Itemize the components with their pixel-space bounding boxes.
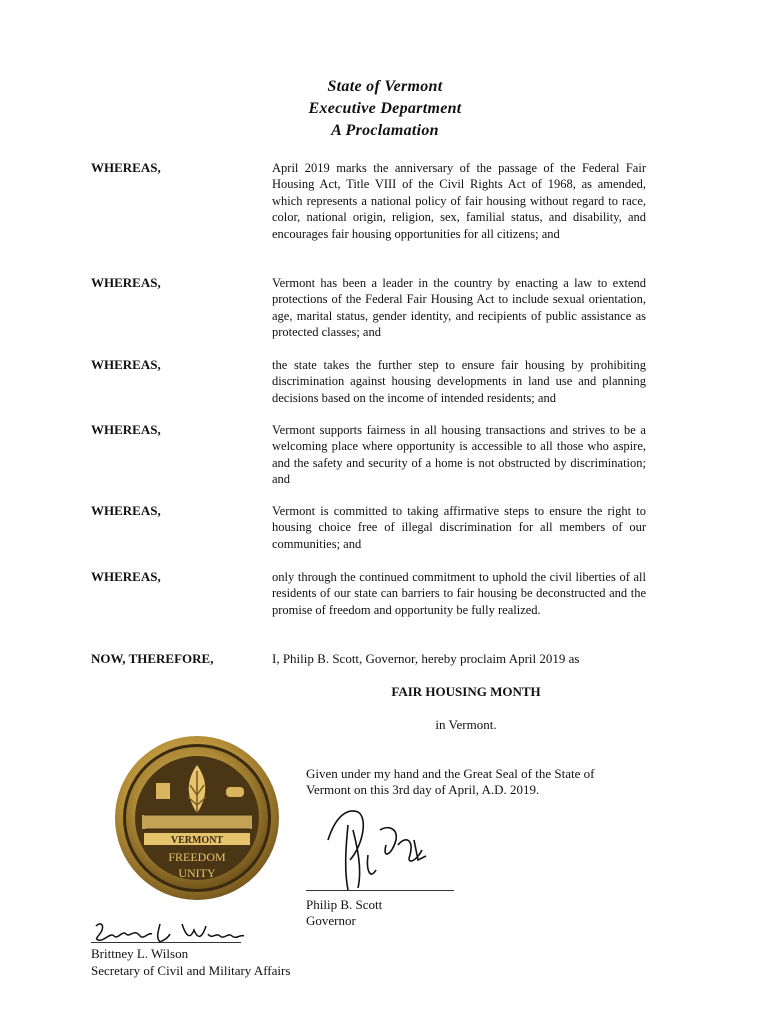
secretary-signature-line — [91, 942, 241, 943]
clause-text: April 2019 marks the anniversary of the passage of the Federal Fair Housing Act, Title VIII of the Civil Rights Act of 1968, as amended, which represents a national policy of fair housing without regard to race, color, national origin, religion, sex, familial status, and disability, and encourages fair housing opportunities for all citizens; and — [272, 161, 646, 241]
given-text: Given under my hand and the Great Seal of the State of Vermont on this 3rd day of April, A.D. 2019. — [306, 766, 595, 797]
clause-text: only through the continued commitment to uphold the civil liberties of all residents of our state can barriers to fair housing be deconstructed and the promise of freedom and opportunity be fully realized. — [272, 570, 646, 617]
clause-label: WHEREAS, — [91, 275, 161, 290]
governor-name: Philip B. Scott — [306, 897, 383, 912]
governor-title: Governor — [306, 913, 356, 928]
clause-text: Vermont supports fairness in all housing transactions and strives to be a welcoming place where opportunity is accessible to all those who aspire, and the safety and security of a home is not obstructed by discrimination; and — [272, 423, 646, 487]
header-department: Executive Department — [308, 100, 462, 117]
clause-text: Vermont is committed to taking affirmative steps to ensure the right to housing choice free of illegal discrimination for all members of our communities; and — [272, 504, 646, 551]
clause-label: WHEREAS, — [91, 503, 161, 518]
header-proclamation: A Proclamation — [331, 122, 439, 139]
great-seal-icon — [114, 735, 280, 901]
proclamation-subtitle: in Vermont. — [435, 717, 497, 732]
therefore-label: NOW, THEREFORE, — [91, 651, 214, 666]
clause-label: WHEREAS, — [91, 357, 161, 372]
secretary-signature-icon — [90, 918, 250, 948]
therefore-text: I, Philip B. Scott, Governor, hereby proclaim April 2019 as — [272, 651, 580, 666]
clause-text: Vermont has been a leader in the country by enacting a law to extend protections of the Federal Fair Housing Act to include sexual orientation, age, marital status, gender identity, and recipients of public assistance as protected classes; and — [272, 276, 646, 340]
proclamation-title: FAIR HOUSING MONTH — [391, 684, 541, 699]
clause-label: WHEREAS, — [91, 160, 161, 175]
header-state: State of Vermont — [327, 78, 443, 95]
seal-motto-1: FREEDOM — [168, 850, 226, 864]
seal-top-text: VERMONT — [170, 835, 224, 846]
clause-text: the state takes the further step to ensure fair housing by prohibiting discrimination against housing developments in land use and planning decisions based on the income of intended residents; and — [272, 358, 646, 405]
governor-signature-icon — [318, 800, 438, 895]
clause-label: WHEREAS, — [91, 569, 161, 584]
secretary-name: Brittney L. Wilson — [91, 946, 189, 961]
seal-motto-2: UNITY — [178, 866, 216, 880]
governor-signature-line — [306, 890, 454, 891]
clause-label: WHEREAS, — [91, 422, 161, 437]
secretary-title: Secretary of Civil and Military Affairs — [91, 963, 291, 978]
